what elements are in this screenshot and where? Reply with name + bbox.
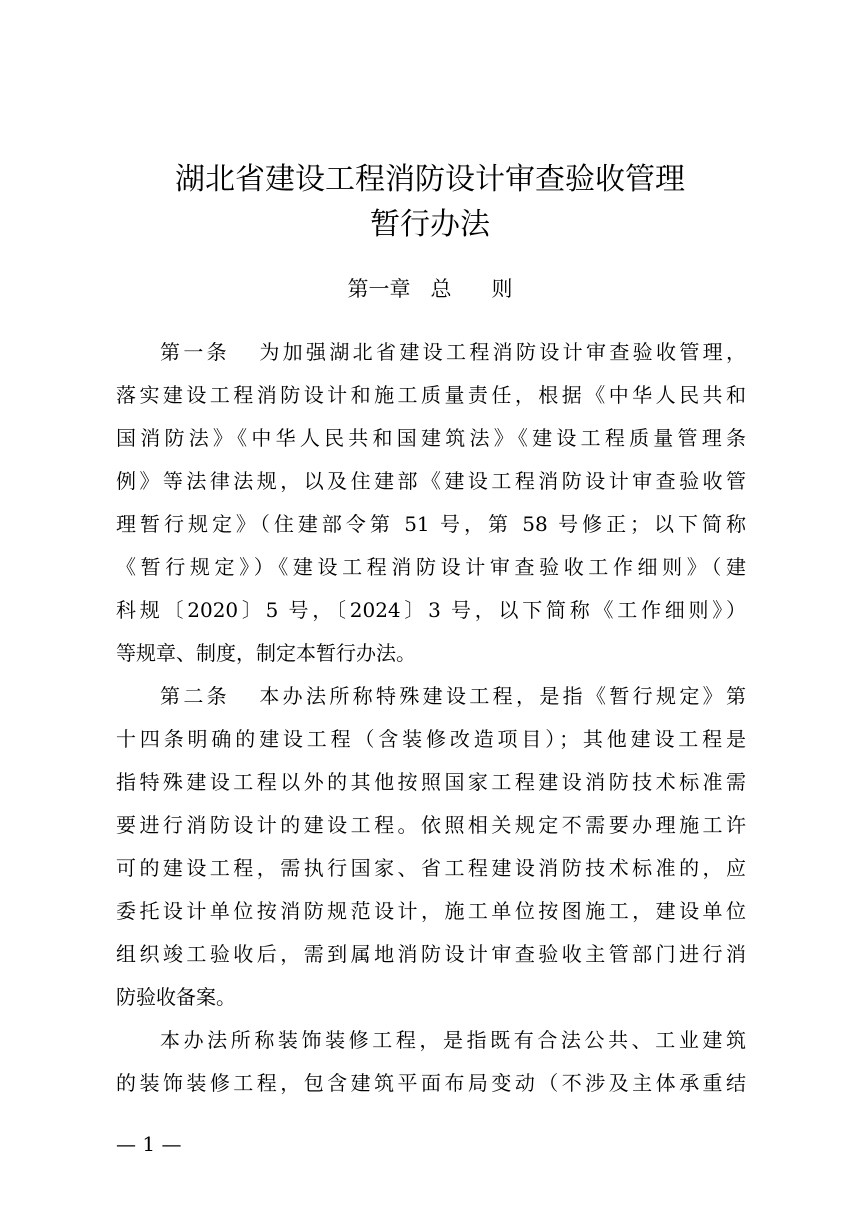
article2-text: 本办法所称特殊建设工程，是指《暂行规定》第	[256, 684, 746, 708]
article1-line-3: 国消防法》《中华人民共和国建筑法》《建设工程质量管理条	[116, 426, 746, 450]
article2-line-1	[160, 682, 746, 710]
page-number: — 1 —	[116, 1132, 182, 1156]
article1-label: 第一条	[160, 340, 230, 364]
article2-line-5: 可的建设工程，需执行国家、省工程建设消防技术标准的，应	[116, 856, 746, 880]
article1-line-6: 《暂行规定》）《建设工程消防设计审查验收工作细则》（建	[116, 555, 746, 579]
article2-line-7: 组织竣工验收后，需到属地消防设计审查验收主管部门进行消	[116, 942, 746, 966]
document-title-line-1: 湖北省建设工程消防设计审查验收管理	[175, 162, 685, 197]
article1-text: 为加强湖北省建设工程消防设计审查验收管理，	[256, 340, 746, 364]
article1-line-1	[160, 338, 746, 366]
article1-line-8: 等规章、制度，制定本暂行办法。	[116, 641, 416, 665]
article2-line-6: 委托设计单位按消防规范设计，施工单位按图施工，建设单位	[116, 899, 746, 923]
article2-line-4: 要进行消防设计的建设工程。依照相关规定不需要办理施工许	[116, 813, 746, 837]
article2-line-3: 指特殊建设工程以外的其他按照国家工程建设消防技术标准需	[116, 770, 746, 794]
chapter-heading: 第一章 总 则	[347, 277, 513, 301]
article1-line-4: 例》等法律法规，以及住建部《建设工程消防设计审查验收管	[116, 469, 746, 493]
paragraph3-line-1: 本办法所称装饰装修工程，是指既有合法公共、工业建筑	[160, 1028, 746, 1052]
article2-line-8: 防验收备案。	[116, 985, 236, 1009]
document-title-line-2: 暂行办法	[370, 207, 490, 242]
article1-line-7: 科规〔2020〕5 号，〔2024〕3 号，以下简称《工作细则》）	[116, 598, 746, 622]
article2-label: 第二条	[160, 684, 230, 708]
article1-line-2: 落实建设工程消防设计和施工质量责任，根据《中华人民共和	[116, 383, 746, 407]
article1-line-5: 理暂行规定》（住建部令第 51 号，第 58 号修正；以下简称	[116, 512, 746, 536]
paragraph3-line-2: 的装饰装修工程，包含建筑平面布局变动（不涉及主体承重结	[116, 1071, 746, 1095]
article2-line-2: 十四条明确的建设工程（含装修改造项目）；其他建设工程是	[116, 727, 746, 751]
